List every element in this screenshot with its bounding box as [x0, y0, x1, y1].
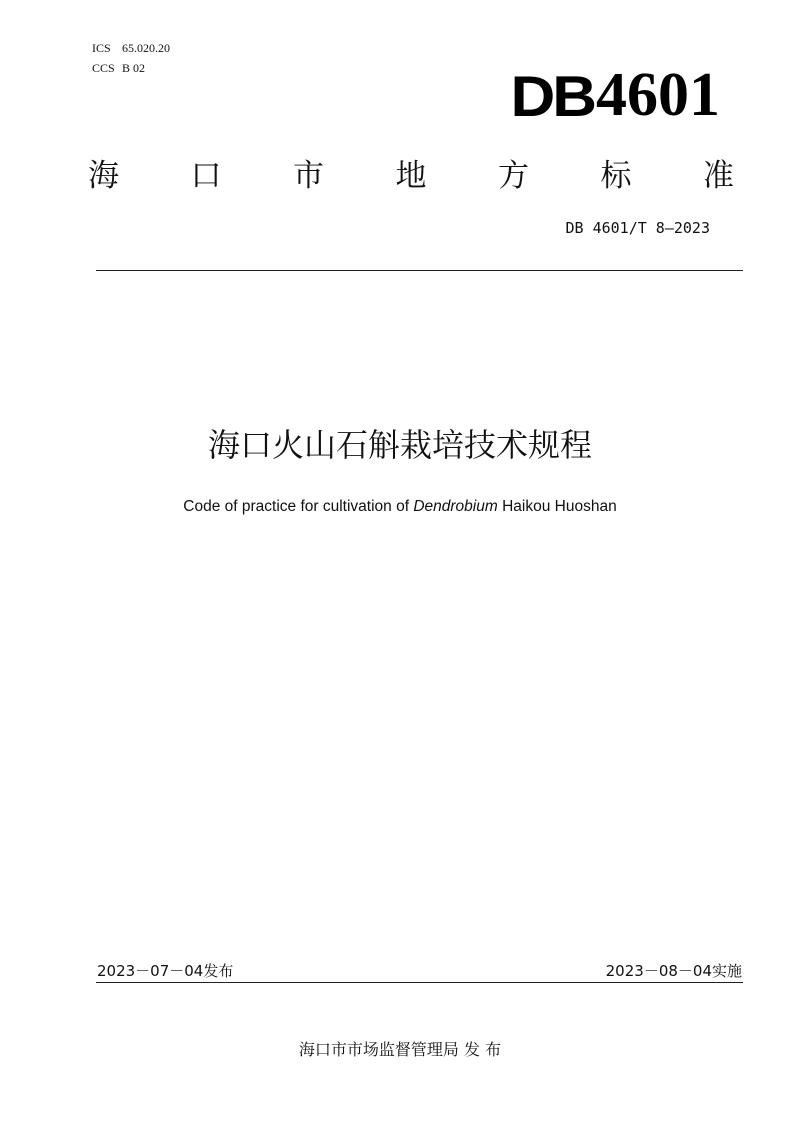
db-logo-mark: DB — [510, 65, 594, 129]
standard-type-char: 标 — [600, 158, 632, 194]
title-english-italic: Dendrobium — [413, 498, 498, 515]
standard-type — [88, 150, 734, 195]
standard-type-char: 市 — [293, 158, 324, 194]
ics-label: ICS — [92, 41, 111, 55]
standard-type-char: 海 — [88, 158, 119, 194]
top-divider — [96, 270, 743, 271]
standard-type-char: 准 — [703, 158, 734, 194]
ccs-label: CCS — [92, 61, 115, 75]
title-english — [0, 498, 800, 516]
standard-type-char: 口 — [190, 158, 222, 194]
db-logo-number: 4601 — [596, 61, 720, 129]
classification-codes — [92, 38, 170, 78]
ics-row — [92, 38, 170, 58]
title-english-prefix: Code of practice for cultivation of — [183, 498, 414, 515]
ccs-value: B 02 — [122, 61, 146, 75]
standard-type-char: 方 — [498, 158, 529, 194]
title-english-suffix: Haikou Huoshan — [497, 498, 617, 515]
implementation-date: 2023－08－04实施 — [605, 962, 742, 980]
ics-value: 65.020.20 — [122, 41, 170, 55]
title-chinese: 海口火山石斛栽培技术规程 — [207, 426, 592, 464]
bottom-divider — [96, 982, 743, 983]
standard-number: DB 4601/T 8—2023 — [565, 219, 710, 237]
ccs-row — [92, 58, 170, 78]
db-logo — [510, 61, 720, 129]
standard-type-char: 地 — [395, 158, 427, 194]
issue-date: 2023－07－04发布 — [97, 962, 234, 980]
publisher: 海口市市场监督管理局 发 布 — [298, 1040, 502, 1059]
